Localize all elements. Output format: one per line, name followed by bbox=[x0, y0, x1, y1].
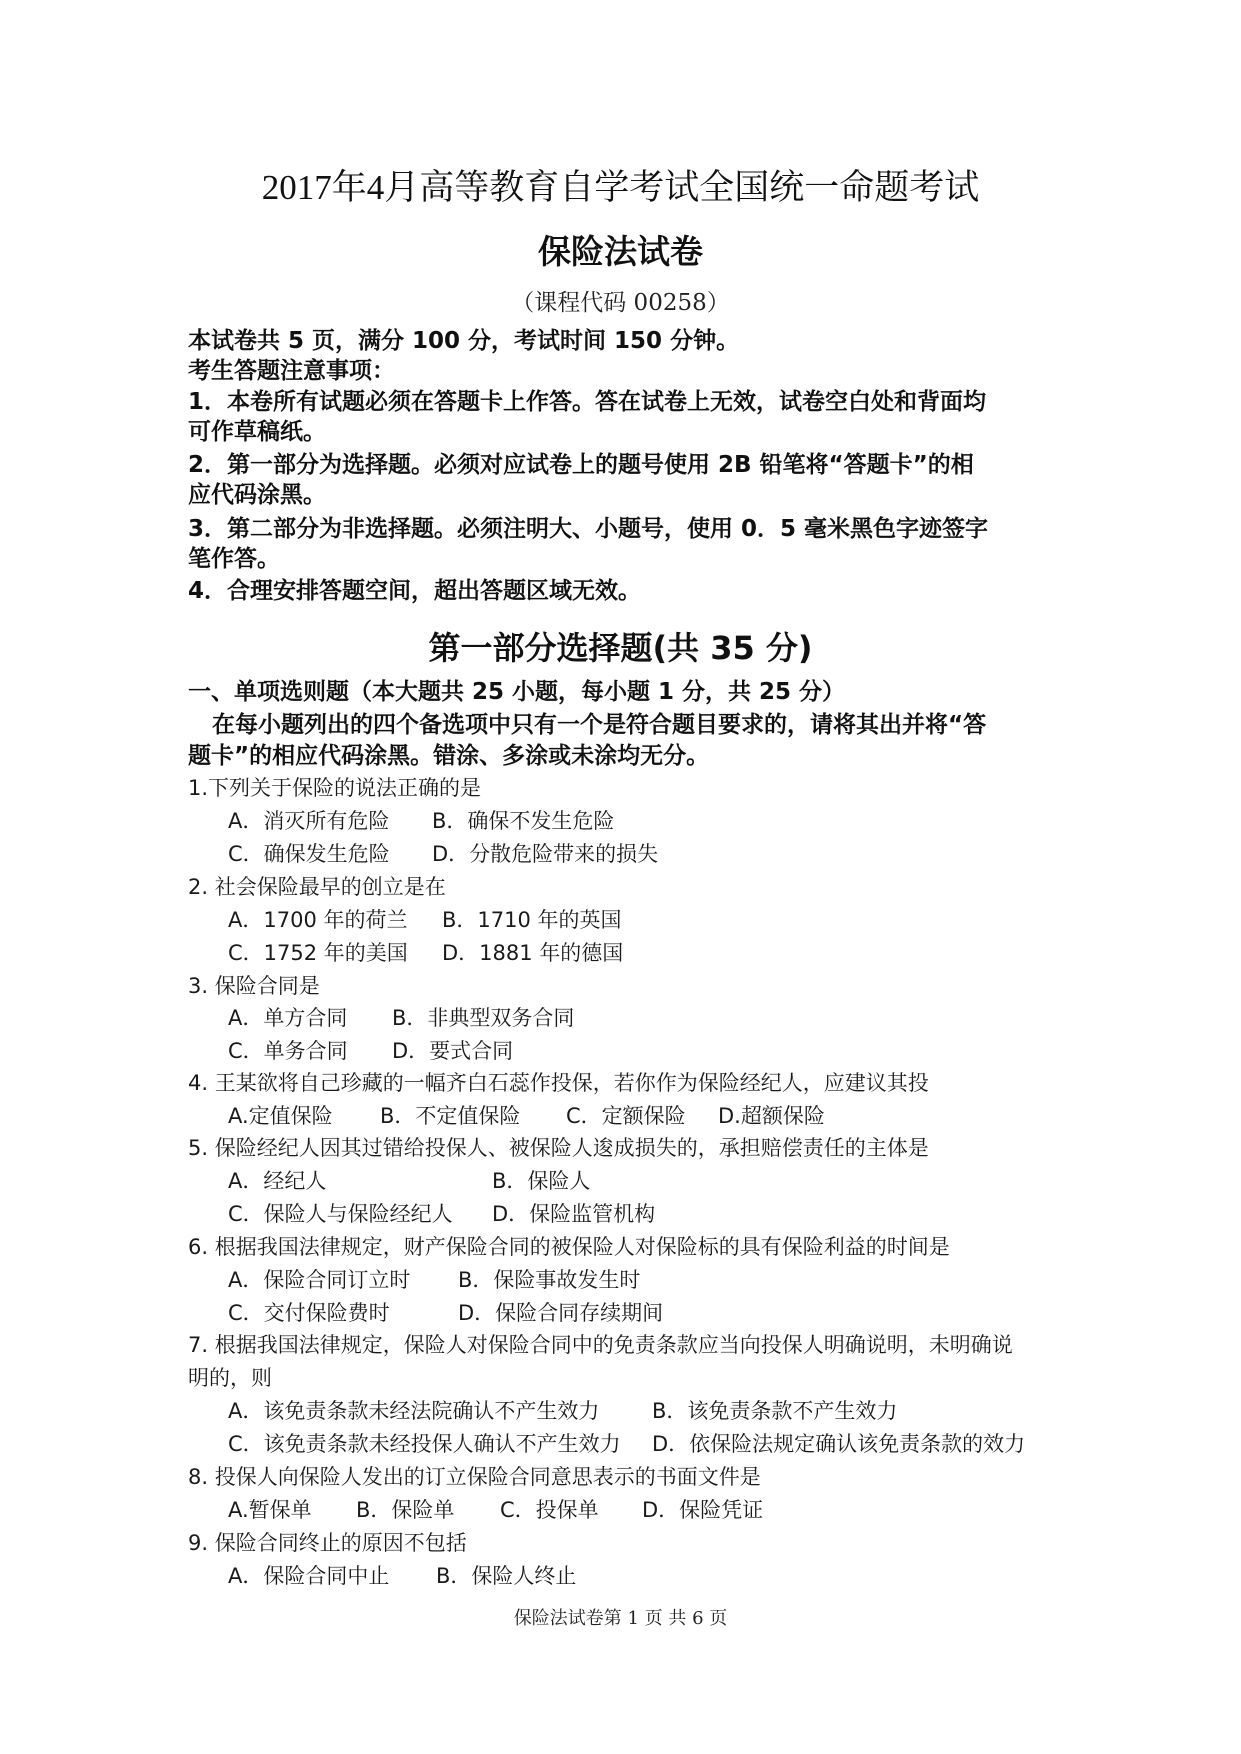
question-option: B．保险人终止 bbox=[436, 1564, 577, 1588]
question-stem: 6. 根据我国法律规定，财产保险合同的被保险人对保险标的具有保险利益的时间是 bbox=[188, 1235, 950, 1259]
section-instruction: 题卡”的相应代码涂黑。错涂、多涂或未涂均无分。 bbox=[188, 743, 710, 769]
question-option: A．消灭所有危险 bbox=[228, 809, 390, 833]
question-option: C．单务合同 bbox=[228, 1039, 348, 1063]
question-stem: 2. 社会保险最早的创立是在 bbox=[188, 875, 446, 899]
notice-line: 2．第一部分为选择题。必须对应试卷上的题号使用 2B 铅笔将“答题卡”的相 bbox=[188, 452, 974, 478]
notice-line: 可作草稿纸。 bbox=[188, 419, 326, 445]
question-option: A．单方合同 bbox=[228, 1006, 348, 1030]
question-option: D．依保险法规定确认该免责条款的效力 bbox=[652, 1432, 1026, 1456]
paper-intro: 本试卷共 5 页，满分 100 分，考试时间 150 分钟。 bbox=[188, 328, 740, 354]
notice-line: 应代码涂黑。 bbox=[188, 482, 326, 508]
question-option: D．1881 年的德国 bbox=[442, 941, 624, 965]
question-option: B．该免责条款不产生效力 bbox=[652, 1399, 898, 1423]
question-stem: 9. 保险合同终止的原因不包括 bbox=[188, 1531, 467, 1555]
question-option: B．确保不发生危险 bbox=[432, 809, 615, 833]
question-option: D.超额保险 bbox=[718, 1104, 825, 1128]
notice-line: 笔作答。 bbox=[188, 546, 280, 572]
question-option: A．保险合同订立时 bbox=[228, 1268, 411, 1292]
question-stem: 5. 保险经纪人因其过错给投保人、被保险人逡成损失的，承担赔偿责任的主体是 bbox=[188, 1136, 929, 1160]
section-instruction: 在每小题列出的四个备选项中只有一个是符合题目要求的，请将其出并将“答 bbox=[212, 712, 987, 738]
question-option: B．保险单 bbox=[356, 1498, 455, 1522]
question-option: B．非典型双务合同 bbox=[392, 1006, 575, 1030]
question-option: C．1752 年的美国 bbox=[228, 941, 408, 965]
question-stem: 4. 王某欲将自己珍藏的一幅齐白石蕊作投保，若你作为保险经纪人，应建议其投 bbox=[188, 1071, 929, 1095]
question-stem: 7. 根据我国法律规定，保险人对保险合同中的免责条款应当向投保人明确说明，未明确说 bbox=[188, 1333, 1013, 1357]
question-option: A．1700 年的荷兰 bbox=[228, 908, 408, 932]
question-option: D．保险凭证 bbox=[642, 1498, 764, 1522]
part-one-title: 第一部分选择题(共 35 分) bbox=[428, 629, 813, 667]
question-option: C．投保单 bbox=[500, 1498, 599, 1522]
question-stem: 1.下列关于保险的说法正确的是 bbox=[188, 776, 482, 800]
question-option: B．1710 年的英国 bbox=[442, 908, 622, 932]
question-option: A．经纪人 bbox=[228, 1169, 327, 1193]
section-heading: 一、单项选则题（本大题共 25 小题，每小题 1 分，共 25 分） bbox=[188, 679, 846, 705]
question-option: C．交付保险费时 bbox=[228, 1301, 390, 1325]
question-option: A.定值保险 bbox=[228, 1104, 333, 1128]
notice-line: 3．第二部分为非选择题。必须注明大、小题号，使用 0．5 毫米黑色字迹签字 bbox=[188, 516, 989, 542]
question-option: A．保险合同中止 bbox=[228, 1564, 390, 1588]
exam-title: 2017年4月高等教育自学考试全国统一命题考试 bbox=[261, 168, 980, 207]
question-option: D．要式合同 bbox=[392, 1039, 514, 1063]
question-option: C．确保发生危险 bbox=[228, 842, 390, 866]
course-code: （课程代码 00258） bbox=[511, 290, 730, 316]
question-option: A．该免责条款未经法院确认不产生效力 bbox=[228, 1399, 600, 1423]
question-option: B．不定值保险 bbox=[380, 1104, 521, 1128]
question-option: D．保险合同存续期间 bbox=[458, 1301, 664, 1325]
notice-line: 1．本卷所有试题必须在答题卡上作答。答在试卷上无效，试卷空白处和背面均 bbox=[188, 389, 987, 415]
notice-heading: 考生答题注意事项： bbox=[188, 358, 395, 384]
question-stem: 8. 投保人向保险人发出的订立保险合同意思表示的书面文件是 bbox=[188, 1465, 761, 1489]
question-option: B．保险人 bbox=[492, 1169, 591, 1193]
question-option: A.暂保单 bbox=[228, 1498, 312, 1522]
page-footer: 保险法试卷第 1 页 共 6 页 bbox=[513, 1608, 728, 1629]
question-option: B．保险事故发生时 bbox=[458, 1268, 641, 1292]
notice-line: 4．合理安排答题空间，超出答题区域无效。 bbox=[188, 578, 642, 604]
question-option: D．保险监管机构 bbox=[492, 1202, 656, 1226]
question-option: C．保险人与保险经纪人 bbox=[228, 1202, 453, 1226]
question-option: D．分散危险带来的损失 bbox=[432, 842, 659, 866]
question-option: C．定额保险 bbox=[566, 1104, 686, 1128]
paper-title: 保险法试卷 bbox=[538, 232, 703, 271]
question-stem: 3. 保险合同是 bbox=[188, 974, 320, 998]
question-option: C．该免责条款未经投保人确认不产生效力 bbox=[228, 1432, 621, 1456]
question-stem-continued: 明的，则 bbox=[188, 1366, 272, 1390]
